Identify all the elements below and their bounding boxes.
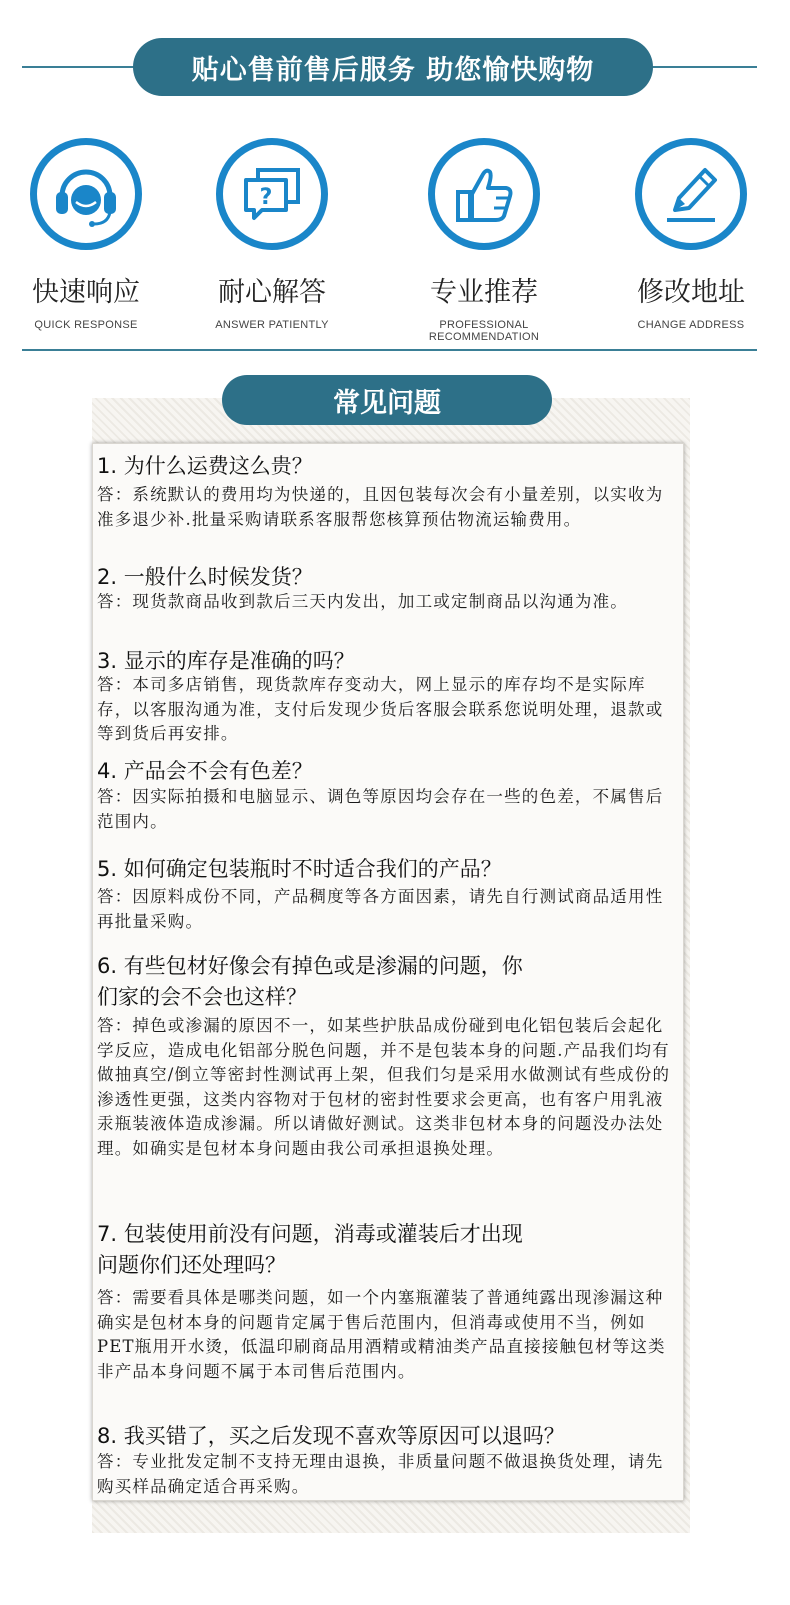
faq-answer: 答：系统默认的费用均为快递的，且因包装每次会有小量差别，以实收为准多退少补.批量采购请联系客服帮您核算预估物流运输费用。 bbox=[97, 485, 664, 529]
svg-text:?: ? bbox=[259, 185, 273, 210]
faq-question: 7. 包装使用前没有问题，消毒或灌装后才出现 bbox=[97, 1222, 523, 1246]
faq-answer: 答：本司多店销售，现货款库存变动大，网上显示的库存均不是实际库存，以客服沟通为准，支付后发现少货后客服会联系您说明处理，退款或等到货后再安排。 bbox=[97, 675, 664, 743]
faq-question: 1. 为什么运费这么贵？ bbox=[97, 454, 313, 478]
service-title: 专业推荐 bbox=[430, 277, 538, 308]
faq-answer: 答：现货款商品收到款后三天内发出，加工或定制商品以沟通为准。 bbox=[97, 592, 628, 611]
banner-right-line bbox=[652, 66, 757, 68]
faq-answer: 答：需要看具体是哪类问题，如一个内塞瓶灌装了普通纯露出现渗漏这种确实是包材本身的问题肯定属于售后范围内，但消毒或使用不当，例如PET瓶用开水烫，低温印刷商品用酒精或精油类产品直接接触包材等这类非产品本身问题不属于本司售后范围内。 bbox=[97, 1288, 666, 1381]
service-subtitle: QUICK RESPONSE bbox=[34, 319, 138, 331]
faq-question: 6. 有些包材好像会有掉色或是渗漏的问题，你 bbox=[97, 954, 523, 978]
faq-question-continued: 问题你们还处理吗？ bbox=[97, 1253, 286, 1277]
faq-question: 8. 我买错了，买之后发现不喜欢等原因可以退吗？ bbox=[97, 1424, 565, 1448]
faq-title: 常见问题 bbox=[222, 375, 552, 425]
service-answer-patiently bbox=[172, 138, 372, 331]
service-professional-recommendation bbox=[384, 138, 584, 343]
banner-left-line bbox=[22, 66, 134, 68]
service-title: 耐心解答 bbox=[218, 277, 326, 308]
service-quick-response bbox=[0, 138, 186, 331]
faq-answer: 答：因原料成份不同，产品稠度等各方面因素，请先自行测试商品适用性再批量采购。 bbox=[97, 887, 664, 931]
service-subtitle: PROFESSIONAL RECOMMENDATION bbox=[428, 319, 540, 343]
service-subtitle: CHANGE ADDRESS bbox=[637, 319, 745, 331]
faq-question-continued: 们家的会不会也这样？ bbox=[97, 985, 307, 1009]
service-subtitle: ANSWER PATIENTLY bbox=[215, 319, 329, 331]
service-title: 快速响应 bbox=[32, 277, 140, 308]
headset-icon bbox=[30, 138, 142, 250]
faq-answer: 答：专业批发定制不支持无理由退换，非质量问题不做退换货处理，请先购买样品确定适合再采购。 bbox=[97, 1452, 664, 1496]
service-change-address bbox=[591, 138, 790, 331]
thumbs-up-icon bbox=[428, 138, 540, 250]
question-bubble-icon bbox=[216, 138, 328, 250]
faq-answer: 答：掉色或渗漏的原因不一，如某些护肤品成份碰到电化铝包装后会起化学反应，造成电化铝部分脱色问题，并不是包装本身的问题.产品我们均有做抽真空/倒立等密封性测试再上架，但我们匀是采用水做测试有些成份的渗透性更强，这类内容物对于包材的密封性要求会更高，也有客户用乳液汞瓶装液体造成渗漏。所以请做好测试。这类非包材本身的问题没办法处理。如确实是包材本身问题由我公司承担退换处理。 bbox=[97, 1016, 671, 1158]
faq-question: 5. 如何确定包装瓶时不时适合我们的产品？ bbox=[97, 857, 502, 881]
faq-answer: 答：因实际拍摄和电脑显示、调色等原因均会存在一些的色差，不属售后范围内。 bbox=[97, 787, 664, 831]
service-title: 修改地址 bbox=[637, 277, 745, 308]
service-banner: 贴心售前售后服务 助您愉快购物 bbox=[133, 38, 653, 96]
pencil-icon bbox=[635, 138, 747, 250]
faq-question: 3. 显示的库存是准确的吗？ bbox=[97, 649, 355, 673]
faq-question: 2. 一般什么时候发货？ bbox=[97, 565, 313, 589]
faq-question: 4. 产品会不会有色差？ bbox=[97, 759, 313, 783]
section-divider bbox=[22, 349, 757, 351]
